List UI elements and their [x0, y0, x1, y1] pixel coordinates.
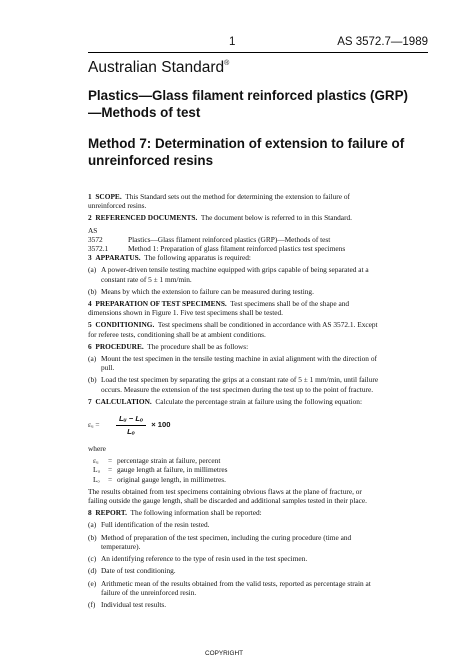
list-item — [88, 566, 380, 575]
section-procedure — [88, 342, 380, 351]
equation-numerator: Lᵤ − Lₒ — [116, 414, 146, 425]
item-label: (a) — [88, 354, 97, 364]
list-item — [88, 375, 380, 393]
item-label: (a) — [88, 265, 97, 275]
section-number: 3 — [88, 253, 92, 263]
item-text: Date of test conditioning. — [101, 566, 176, 576]
section-number: 5 — [88, 320, 92, 330]
item-label: (b) — [88, 375, 97, 385]
section-preparation — [88, 299, 380, 317]
item-label: (b) — [88, 286, 97, 296]
list-item — [88, 520, 380, 529]
section-number: 1 — [88, 192, 92, 201]
equation-lhs: εᵤ = — [88, 420, 100, 430]
item-label: (e) — [88, 578, 97, 588]
reference-list — [88, 226, 380, 254]
definition-row — [93, 456, 380, 465]
copyright-notice: COPYRIGHT — [205, 650, 243, 657]
section-heading: REPORT. — [95, 508, 127, 518]
section-heading: PROCEDURE. — [95, 341, 144, 351]
section-number: 2 — [88, 213, 92, 223]
equation-fraction — [116, 414, 146, 435]
document-title: Plastics—Glass filament reinforced plastics (GRP)—Methods of test — [88, 88, 408, 120]
item-text: Load the test specimen by separating the grips at a constant rate of 5 ± 1 mm/min, until failure occurs. Measure the extension of the test specimen during the test up to the point of fracture. — [101, 375, 379, 394]
page-number: 1 — [229, 36, 236, 48]
section-text: Calculate the percentage strain at failure using the following equation: — [155, 396, 362, 406]
item-text: Method of preparation of the test specimen, including the curing procedure (time and temperature). — [101, 532, 352, 551]
registered-mark: ® — [224, 60, 230, 67]
reference-code: 3572 — [88, 234, 103, 244]
section-referenced-documents — [88, 213, 380, 222]
section-scope — [88, 192, 380, 210]
list-item — [88, 287, 380, 296]
list-item — [88, 600, 380, 609]
item-text: A power-driven tensile testing machine equipped with grips capable of being separated at a constant rate of 5 ± 1 mm/min. — [101, 265, 369, 284]
item-label: (c) — [88, 554, 97, 564]
where-label: where — [88, 444, 106, 454]
section-heading: SCOPE. — [95, 192, 122, 201]
section-text: The procedure shall be as follows: — [147, 341, 249, 351]
reference-item — [88, 244, 380, 253]
calculation-note: The results obtained from test specimens containing obvious flaws at the plane of fracture, or failing outside the gauge length, shall be discarded and additional samples tested in their place. — [88, 486, 367, 506]
standard-code: AS 3572.7—1989 — [337, 36, 428, 48]
definition-equals: = — [108, 465, 113, 475]
document-body — [88, 192, 380, 609]
definition-row — [93, 475, 380, 484]
equation — [88, 410, 380, 440]
item-label: (b) — [88, 532, 97, 542]
equation-denominator: Lₒ — [127, 426, 136, 436]
list-item — [88, 265, 380, 283]
item-text: Means by which the extension to failure can be measured during testing. — [101, 286, 314, 296]
definition-text: original gauge length, in millimetres. — [117, 474, 226, 484]
item-label: (a) — [88, 520, 97, 530]
section-number: 6 — [88, 341, 92, 351]
section-number: 8 — [88, 508, 92, 518]
item-label: (f) — [88, 599, 96, 609]
brand-name: Australian Standard — [88, 59, 225, 76]
item-text: Full identification of the resin tested. — [101, 520, 210, 530]
section-text: The following information shall be reported: — [130, 508, 262, 518]
item-text: Individual test results. — [101, 599, 167, 609]
definition-text: percentage strain at failure, percent — [117, 456, 221, 466]
section-number: 7 — [88, 396, 92, 406]
section-text: This Standard sets out the method for determining the extension to failure of unreinforced resins. — [88, 192, 350, 211]
section-text: The document below is referred to in this Standard. — [200, 213, 353, 223]
section-text: Test specimens shall be conditioned in accordance with AS 3572.1. Except for referee tests, conditioning shall be at ambient conditions. — [88, 320, 378, 339]
definition-equals: = — [108, 474, 113, 484]
definition-text: gauge length at failure, in millimetres — [117, 465, 228, 475]
reference-title: Plastics—Glass filament reinforced plastics (GRP)—Methods of test — [128, 234, 331, 244]
section-heading: PREPARATION OF TEST SPECIMENS. — [95, 299, 227, 309]
equation-multiplier: × 100 — [151, 420, 171, 430]
list-item — [88, 554, 380, 563]
section-report — [88, 508, 380, 517]
section-text: Test specimens shall be of the shape and dimensions shown in Figure 1. Five test specimens shall be tested. — [88, 299, 350, 318]
reference-title: Method 1: Preparation of glass filament reinforced plastics test specimens — [128, 244, 346, 254]
section-heading: CONDITIONING. — [95, 320, 155, 330]
header-rule — [88, 52, 428, 53]
definition-row — [93, 465, 380, 474]
section-heading: APPARATUS. — [95, 253, 141, 263]
definition-symbol: εᵤ — [93, 456, 99, 466]
item-text: Arithmetic mean of the results obtained from the valid tests, reported as percentage strain at failure of the unreinforced resin. — [101, 578, 371, 597]
section-heading: REFERENCED DOCUMENTS. — [95, 213, 198, 223]
reference-series: AS — [88, 225, 98, 235]
list-item — [88, 579, 380, 597]
reference-code: 3572.1 — [88, 244, 109, 254]
section-text: The following apparatus is required: — [144, 253, 251, 263]
item-text: Mount the test specimen in the tensile testing machine in axial alignment with the direction of pull. — [101, 354, 377, 373]
item-text: An identifying reference to the type of resin used in the test specimen. — [101, 554, 308, 564]
list-item — [88, 354, 380, 372]
section-calculation — [88, 397, 380, 406]
document-subtitle: Method 7: Determination of extension to failure of unreinforced resins — [88, 136, 405, 168]
reference-item — [88, 235, 380, 244]
definition-symbol: Lᵤ — [93, 465, 100, 475]
section-conditioning — [88, 320, 380, 338]
definition-symbol: Lₒ — [93, 474, 100, 484]
section-apparatus — [88, 253, 380, 262]
section-number: 4 — [88, 299, 92, 309]
section-heading: CALCULATION. — [95, 396, 152, 406]
item-label: (d) — [88, 566, 97, 576]
definition-equals: = — [108, 456, 113, 466]
list-item — [88, 533, 380, 551]
brand-title — [88, 59, 229, 77]
definitions — [93, 456, 380, 484]
